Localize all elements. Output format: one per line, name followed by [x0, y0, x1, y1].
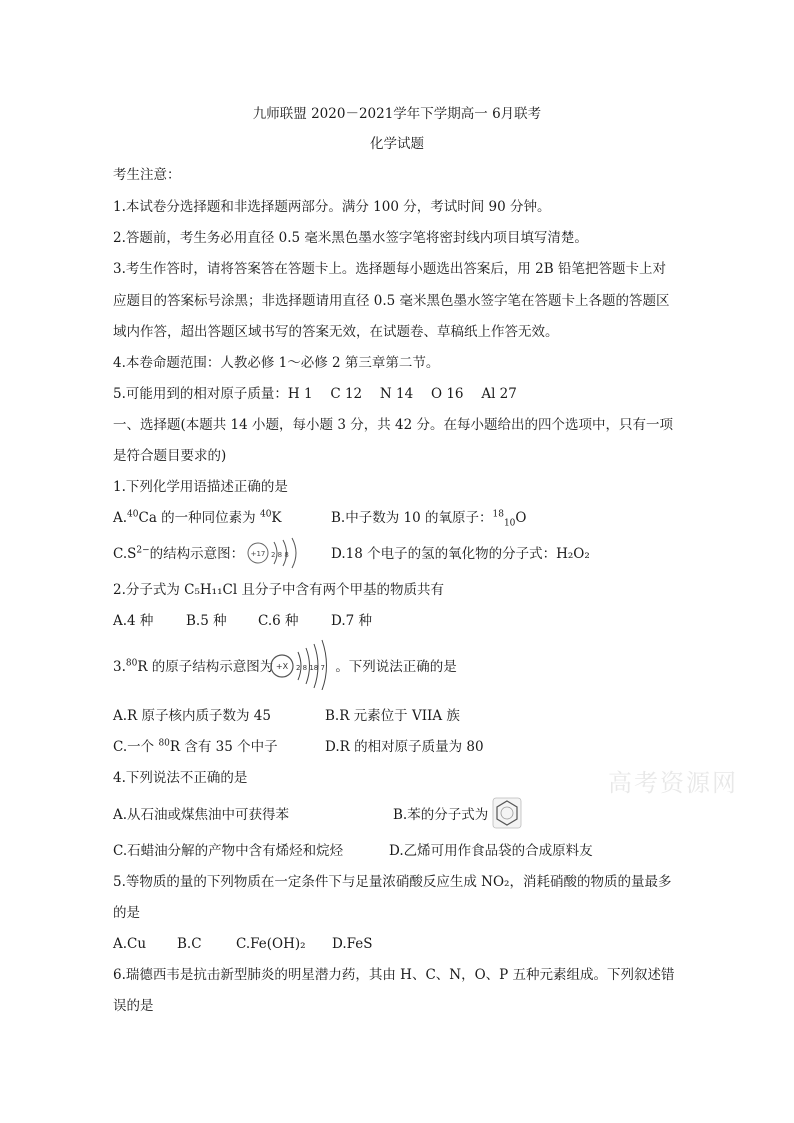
benzene-ring-icon	[492, 797, 522, 829]
question-5-option-a: A.Cu	[113, 936, 147, 952]
question-1-option-d: D.18 个电子的氢的氧化物的分子式：H₂O₂	[331, 546, 590, 562]
exam-subtitle: 化学试题	[370, 136, 424, 152]
shell-electrons-label: 2 8 8	[271, 551, 289, 559]
question-4-option-b: B.苯的分子式为	[393, 807, 489, 823]
question-4-option-d: D.乙烯可用作食品袋的合成原料友	[389, 843, 593, 859]
question-2-option-c: C.6 种	[258, 613, 299, 629]
question-5-option-d: D.FeS	[332, 936, 373, 952]
question-5-option-b: B.C	[177, 936, 202, 952]
nucleus-label: +X	[275, 662, 289, 671]
notice-item: 3.考生作答时，请将答案答在答题卡上。选择题每小题选出答案后，用 2B 铅笔把答题卡上对	[113, 261, 666, 277]
question-6-stem: 6.瑞德西韦是抗击新型肺炎的明星潜力药，其由 H、C、N，O、P 五种元素组成。下列叙述错	[113, 967, 675, 983]
notice-item: 2.答题前，考生务必用直径 0.5 毫米黑色墨水签字笔将密封线内项目填写清楚。	[113, 230, 588, 246]
sulfide-ion-structure-diagram	[245, 537, 307, 569]
question-1-option-b: B.中子数为 10 的氧原子：$^{18}_{10}$O	[331, 509, 527, 529]
notice-item: 应题目的答案标号涂黑；非选择题请用直径 0.5 毫米黑色墨水签字笔在答题卡上各题的答题区	[113, 293, 670, 309]
notice-item: 域内作答，超出答题区域书写的答案无效，在试题卷、草稿纸上作答无效。	[113, 324, 559, 340]
question-5-stem: 5.等物质的量的下列物质在一定条件下与足量浓硝酸反应生成 NO₂，消耗硝酸的物质的量最多	[113, 874, 672, 890]
question-5-stem-cont: 的是	[113, 905, 140, 921]
question-5-option-c: C.Fe(OH)₂	[236, 936, 306, 952]
question-6-stem-cont: 误的是	[113, 998, 154, 1014]
r-atom-structure-diagram	[268, 638, 332, 690]
notice-item: 1.本试卷分选择题和非选择题两部分。满分 100 分，考试时间 90 分钟。	[113, 199, 551, 215]
question-4-stem: 4.下列说法不正确的是	[113, 770, 248, 786]
nucleus-label: +17	[250, 550, 266, 558]
question-2-stem: 2.分子式为 C₅H₁₁Cl 且分子中含有两个甲基的物质共有	[113, 582, 444, 598]
question-4-option-c: C.石蜡油分解的产物中含有烯烃和烷烃	[113, 843, 344, 859]
section-heading-cont: 是符合题目要求的)	[113, 448, 227, 464]
notice-heading: 考生注意：	[113, 167, 181, 183]
question-3-option-c: C.一个 $^{80}$R 含有 35 个中子	[113, 738, 278, 755]
question-1-option-c: $C.S^{2-}$的结构示意图：	[113, 545, 245, 562]
section-heading: 一、选择题(本题共 14 小题，每小题 3 分，共 42 分。在每小题给出的四个选项中，只有一项	[113, 417, 673, 433]
question-1-stem: 1.下列化学用语描述正确的是	[113, 479, 288, 495]
watermark: 高考资源网	[608, 769, 738, 797]
question-3-option-b: B.R 元素位于 VIIA 族	[325, 708, 460, 724]
notice-item: 5.可能用到的相对原子质量：H 1 C 12 N 14 O 16 Al 27	[113, 386, 517, 402]
question-1-option-a: A.$^{40}$Ca 的一种同位素为 $^{40}$K	[113, 509, 282, 526]
question-2-option-b: B.5 种	[186, 613, 227, 629]
question-3-option-d: D.R 的相对原子质量为 80	[325, 739, 484, 755]
shell-electrons-label: 2 8 18 7	[296, 664, 325, 672]
exam-title: 九师联盟 2020－2021学年下学期高一 6月联考	[252, 106, 542, 122]
question-3-stem: 3.80R 的原子结构示意图为 。下列说法正确的是	[113, 658, 457, 675]
question-2-option-d: D.7 种	[331, 613, 373, 629]
question-4-option-a: A.从石油或煤焦油中可获得苯	[113, 807, 290, 823]
question-2-option-a: A.4 种	[113, 613, 154, 629]
question-3-option-a: A.R 原子核内质子数为 45	[113, 708, 271, 724]
notice-item: 4.本卷命题范围：人教必修 1～必修 2 第三章第二节。	[113, 355, 440, 371]
